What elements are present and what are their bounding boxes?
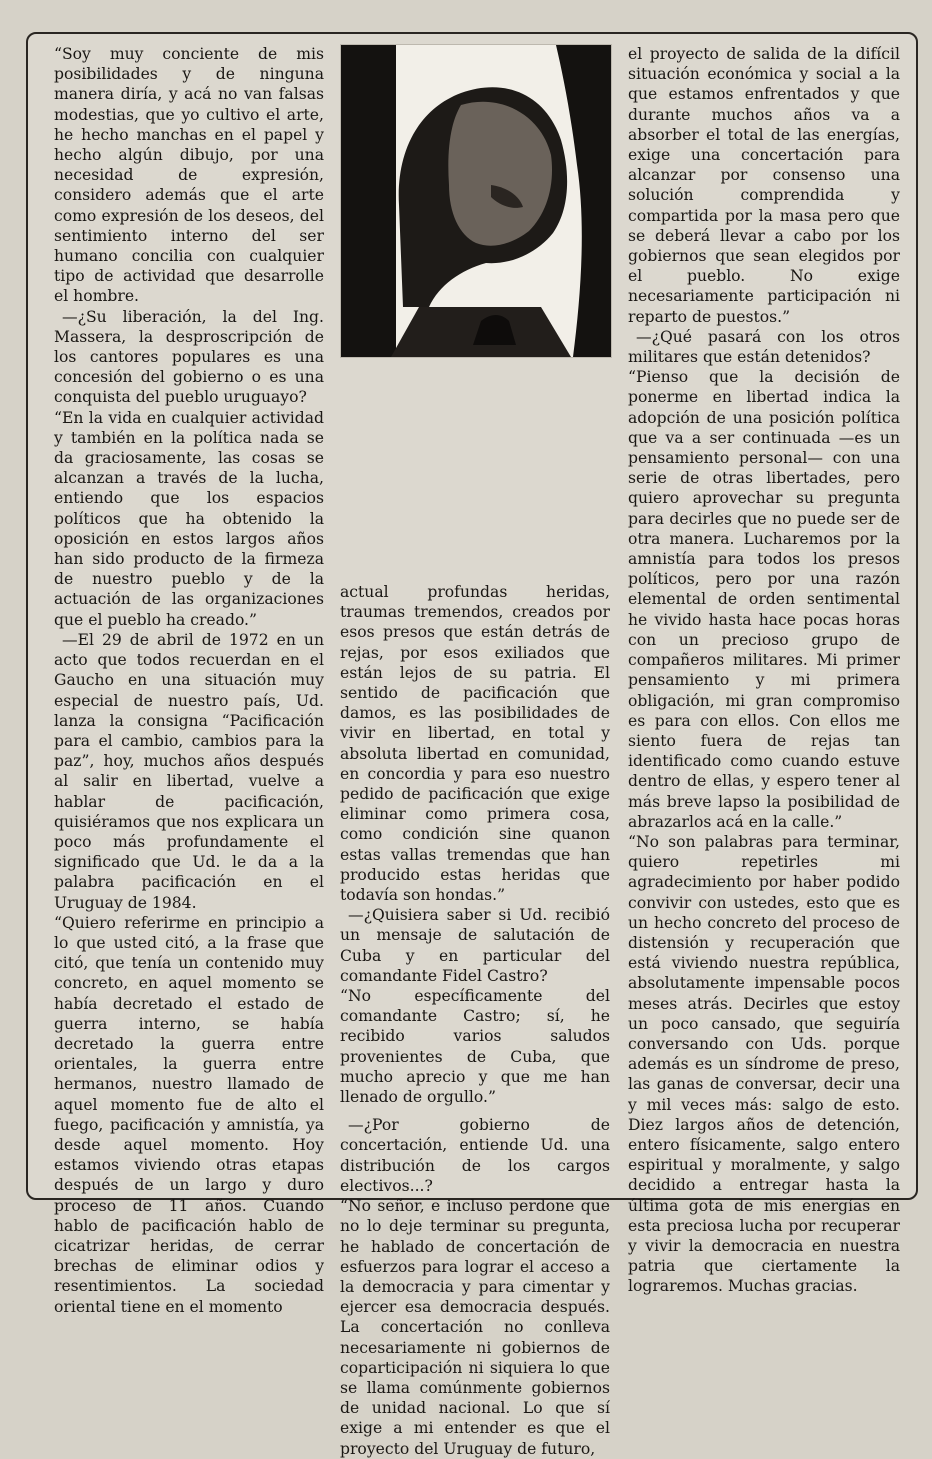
portrait-photo [340, 44, 612, 358]
answer-paragraph: “Quiero referirme en principio a lo que usted citó, a la frase que citó, que tenía un contenido muy concreto, en aquel momento se había decretado el estado de guerra interno, se había decretado la guerra entre orientales, la guerra entre hermanos, nuestro llamado de aquel momento fue de alto el fuego, pacificación y amnistía, ya desde aquel momento. Hoy estamos viviendo otras etapas después de un largo y duro proceso de 11 años. Cuando hablo de pacificación hablo de cicatrizar heridas, de cerrar brechas de eliminar odios y resentimientos. La sociedad oriental tiene en el momento [54, 913, 324, 1316]
answer-paragraph: “No señor, e incluso perdone que no lo deje terminar su pregunta, he hablado de concertación de esfuerzos para lograr el acceso a la democracia y para cimentar y ejercer esa democracia después. La concertación no conlleva necesariamente ni gobiernos de coparticipación ni siquiera lo que se llama comúnmente gobiernos de unidad nacional. Lo que sí exige a mi entender es que el proyecto del Uruguay de futuro, [340, 1197, 610, 1458]
question-paragraph: —¿Qué pasará con los otros militares que están detenidos? [628, 327, 900, 367]
answer-paragraph: “Pienso que la decisión de ponerme en libertad indica la adopción de una posición política que va a ser continuada —es un pensamiento personal— con una serie de otras libertades, pero quiero aprovechar su pregunta para decirles que no puede ser de otra manera. Lucharemos por la amnistía para todos los presos políticos, pero por una razón elemental de orden sentimental he vivido hasta hace pocas horas con un precioso grupo de compañeros militares. Mi primer pensamiento y mi primera obligación, mi gran compromiso es para con ellos. Con ellos me siento fuera de rejas tan identificado como cuando estuve dentro de ellas, y espero tener al más breve lapso la posibilidad de abrazarlos acá en la calle.” [628, 368, 900, 831]
answer-paragraph: “No son palabras para terminar, quiero repetirles mi agradecimiento por haber podido convivir con ustedes, esto que es un hecho concreto del proceso de distensión y recuperación que está viviendo nuestra república, absolutamente impensable pocos meses atrás. Decirles que estoy un poco cansado, que seguiría conversando con Uds. porque además es un síndrome de preso, las ganas de conversar, decir una y mil veces más: salgo de esto. Diez largos años de detención, entero físicamente, salgo entero espiritual y moralmente, y salgo decidido a entregar hasta la última gota de mis energías en esta preciosa lucha por recuperar y vivir la democracia en nuestra patria que ciertamente la lograremos. Muchas gracias. [628, 832, 900, 1296]
question-paragraph: —¿Su liberación, la del Ing. Massera, la desproscripción de los cantores populares es una concesión del gobierno o es una conquista del pueblo uruguayo? [54, 307, 324, 407]
article-column-1 [54, 44, 324, 1317]
article-column-2 [340, 582, 610, 1459]
article-column-3 [628, 44, 900, 1297]
answer-paragraph: el proyecto de salida de la difícil situación económica y social a la que estamos enfrentados y que durante muchos años va a absorber el total de las energías, exige una concertación para alcanzar por consenso una solución comprendida y compartida por la masa pero que se deberá llevar a cabo por los gobiernos que sean elegidos por el pueblo. No exige necesariamente participación ni reparto de puestos.” [628, 45, 900, 326]
portrait-photo-image [341, 45, 611, 357]
answer-paragraph: “Soy muy conciente de mis posibilidades y de ninguna manera diría, y acá no van falsas modestias, que yo cultivo el arte, he hecho manchas en el papel y hecho algún dibujo, por una necesidad de expresión, considero además que el arte como expresión de los deseos, del sentimiento interno del ser humano concilia con cualquier tipo de actividad que desarrolle el hombre. [54, 45, 324, 306]
answer-paragraph: actual profundas heridas, traumas tremendos, creados por esos presos que están detrás de rejas, por esos exiliados que están lejos de su patria. El sentido de pacificación que damos, es las posibilidades de vivir en libertad, en total y absoluta libertad en comunidad, en concordia y para eso nuestro pedido de pacificación que exige eliminar como primera cosa, como condición sine quanon estas vallas tremendas que han producido estas heridas que todavía son hondas.” [340, 583, 610, 905]
answer-paragraph: “En la vida en cualquier actividad y también en la política nada se da graciosamente, las cosas se alcanzan a través de la lucha, entiendo que los espacios políticos que ha obtenido la oposición en estos largos años han sido producto de la firmeza de nuestro pueblo y de la actuación de las organizaciones que el pueblo ha creado.” [54, 408, 324, 629]
question-paragraph: —¿Por gobierno de concertación, entiende Ud. una distribución de los cargos electivos...? [340, 1116, 610, 1195]
question-paragraph: —El 29 de abril de 1972 en un acto que todos recuerdan en el Gaucho en una situación muy especial de nuestro país, Ud. lanza la consigna “Pacificación para el cambio, cambios para la paz”, hoy, muchos años después al salir en libertad, vuelve a hablar de pacificación, quisiéramos que nos explicara un poco más profundamente el significado que Ud. le da a la palabra pacificación en el Uruguay de 1984. [54, 630, 324, 912]
question-paragraph: —¿Quisiera saber si Ud. recibió un mensaje de salutación de Cuba y en particular del comandante Fidel Castro? [340, 906, 610, 985]
answer-paragraph: “No específicamente del comandante Castro; sí, he recibido varios saludos provenientes de Cuba, que mucho aprecio y que me han llenado de orgullo.” [340, 987, 610, 1107]
